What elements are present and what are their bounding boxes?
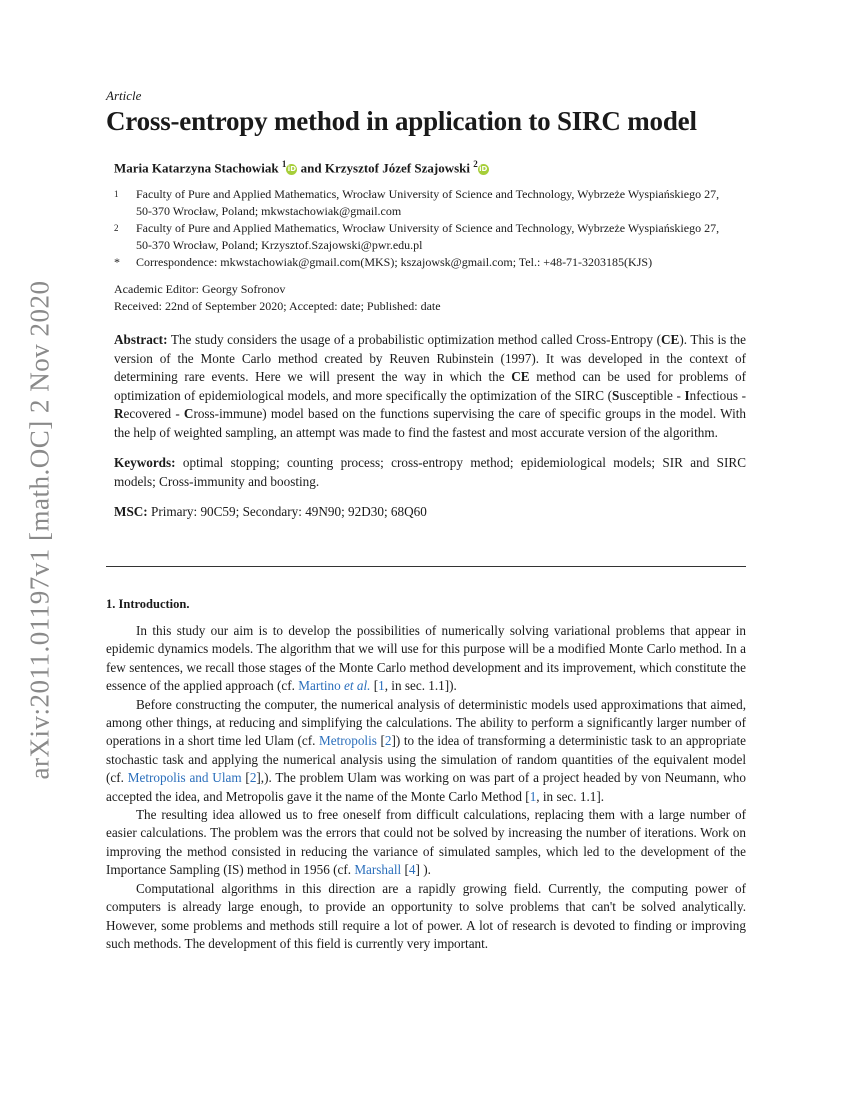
abstract-emph: CE: [511, 369, 530, 385]
abstract-text: The study considers the usage of a probabilistic optimization method called Cross-Entropy (: [170, 332, 662, 348]
arxiv-sidebar-stamp: [15, 270, 65, 790]
paragraph-text: In this study our aim is to develop the possibilities of numerically solving variational problems that appear in epidemic dynamics models. The algorithm that we will use for this purpose will be a modified Monte Carlo method. In a few sentences, we recall those stages of the Monte Carlo method development and its improvement, which constitute the essence of the applied approach (cf.: [106, 623, 746, 694]
author-name: Krzysztof Józef Szajowski: [324, 160, 471, 176]
front-matter: [106, 88, 746, 522]
paragraph-text: ],). The problem Ulam was working on was part of a project headed by von Neumann, who accepted the idea, and Metropolis gave it the name of the Monte Carlo Method [: [106, 770, 746, 804]
correspondence-marker: *: [114, 255, 120, 270]
msc-label: MSC:: [114, 504, 148, 520]
section-heading: 1. Introduction.: [106, 597, 190, 611]
correspondence-text: Correspondence: mkwstachowiak@gmail.com(MKS); kszajowsk@gmail.com; Tel.: +48-71-3203185(KJS): [136, 255, 653, 270]
paragraph-text: , in sec. 1.1]).: [384, 678, 457, 694]
reference-link[interactable]: 4: [408, 862, 416, 878]
academic-editor: Academic Editor: Georgy Sofronov: [114, 282, 286, 297]
abstract-emph: R: [114, 406, 124, 422]
article-type-label: Article: [106, 88, 142, 103]
paragraph: [106, 696, 746, 806]
reference-link[interactable]: 1: [529, 788, 537, 804]
paragraph-text: [: [241, 770, 250, 786]
author-list: [114, 159, 746, 176]
abstract-emph: S: [612, 387, 620, 403]
paragraph-text: , in sec. 1.1].: [536, 788, 605, 804]
paragraph: Computational algorithms in this direction are a rapidly growing field. Currently, the computing power of computers is already large enough, to provide an opportunity to solve problems that can't be solved analytically. However, some problems and methods still require a lot of power. A lot of research is devoted to finding or improving such methods. The development of this field is currently very important.: [106, 880, 746, 951]
abstract-text: usceptible -: [619, 387, 685, 403]
affiliation-marker: 1: [281, 159, 287, 169]
orcid-icon[interactable]: iD: [287, 165, 297, 174]
affiliation-item: [114, 254, 746, 271]
citation-link[interactable]: Metropolis: [319, 733, 377, 749]
paragraph-text: ]) to the idea of transforming a deterministic task to an appropriate stochastic task and applying the numerical analysis using the simulation of random quantities of the equivalent model (cf.: [106, 733, 746, 786]
affiliation-marker: 2: [473, 159, 478, 169]
affiliation-number: 2: [114, 223, 119, 234]
paragraph-text: [: [401, 862, 409, 878]
citation-link[interactable]: Metropolis and Ulam: [127, 770, 242, 786]
affiliation-item: [114, 186, 746, 220]
reference-link[interactable]: 2: [249, 770, 257, 786]
orcid-icon[interactable]: iD: [479, 165, 488, 174]
keywords-label: Keywords:: [114, 455, 176, 471]
msc-classification: [114, 503, 746, 522]
paragraph: [106, 806, 746, 880]
introduction-section: [106, 597, 746, 953]
abstract-text: method can be used for problems of optimization of epidemiological models, and more specifically the optimization of the SIRC (: [114, 369, 746, 403]
abstract-text: ). This is the version of the Monte Carlo method created by Reuven Rubinstein (1997). It was developed in the context of determining rare events. Here we will present the way in which the: [114, 332, 746, 385]
reference-link[interactable]: 1: [378, 678, 385, 694]
citation-etal: et al.: [344, 678, 371, 694]
paragraph-text: ] ).: [415, 862, 431, 878]
author-conjunction: and: [300, 160, 322, 176]
citation-author: Martino: [298, 678, 345, 694]
paragraph-text: [: [370, 678, 379, 694]
paper-title: Cross-entropy method in application to SIRC model: [106, 106, 697, 136]
paragraph-text: Before constructing the computer, the numerical analysis of deterministic models used approximations that aimed, among other things, at reducing and simplifying the calculations. The ability to perform a significantly larger number of operations in a short time led Ulam (cf.: [106, 696, 746, 749]
section-divider: [106, 566, 746, 567]
publication-dates: Received: 22nd of September 2020; Accepted: date; Published: date: [114, 299, 441, 314]
reference-link[interactable]: 2: [384, 733, 392, 749]
editorial-info: [114, 281, 746, 315]
abstract-emph: C: [183, 406, 194, 422]
abstract-text: ecovered -: [123, 406, 184, 422]
affiliation-list: [114, 186, 746, 271]
affiliation-item: [114, 220, 746, 254]
arxiv-identifier: arXiv:2011.01197v1 [math.OC] 2 Nov 2020: [24, 280, 55, 780]
citation-link[interactable]: Marshall: [354, 862, 402, 878]
abstract-emph: CE: [661, 332, 680, 348]
affiliation-number: 1: [114, 189, 119, 200]
msc-text: Primary: 90C59; Secondary: 49N90; 92D30; 68Q60: [151, 504, 427, 520]
keywords: [114, 454, 746, 491]
author-name: Maria Katarzyna Stachowiak: [114, 160, 279, 176]
affiliation-text: Faculty of Pure and Applied Mathematics, Wrocław University of Science and Technology, Wybrzeże Wyspiańskiego 27, 50-370 Wrocław, Poland; Krzysztof.Szajowski@pwr.edu.pl: [136, 221, 720, 253]
abstract-emph: I: [684, 387, 690, 403]
citation-link[interactable]: [298, 678, 370, 693]
keywords-text: optimal stopping; counting process; cross-entropy method; epidemiological models; SIR and SIRC models; Cross-immunity and boosting.: [114, 455, 746, 489]
abstract-label: Abstract:: [114, 332, 168, 348]
paragraph: [106, 622, 746, 696]
paragraph-text: The resulting idea allowed us to free oneself from difficult calculations, replacing them with a large number of easier calculations. The problem was the errors that could not be solved by increasing the number of iterations. Work on improving the method consisted in reducing the variance of simulated samples, which led to the development of the Importance Sampling (IS) method in 1956 (cf.: [106, 807, 746, 878]
abstract-text: ross-immune) model based on the functions supervising the care of specific groups in the model. With the help of weighted sampling, an attempt was made to find the fastest and most accurate version of the algorithm.: [114, 406, 746, 440]
affiliation-text: Faculty of Pure and Applied Mathematics, Wrocław University of Science and Technology, Wybrzeże Wyspiańskiego 27, 50-370 Wrocław, Poland; mkwstachowiak@gmail.com: [136, 187, 720, 219]
abstract: [114, 331, 746, 442]
paragraph-text: [: [376, 733, 385, 749]
abstract-text: nfectious -: [689, 387, 746, 403]
